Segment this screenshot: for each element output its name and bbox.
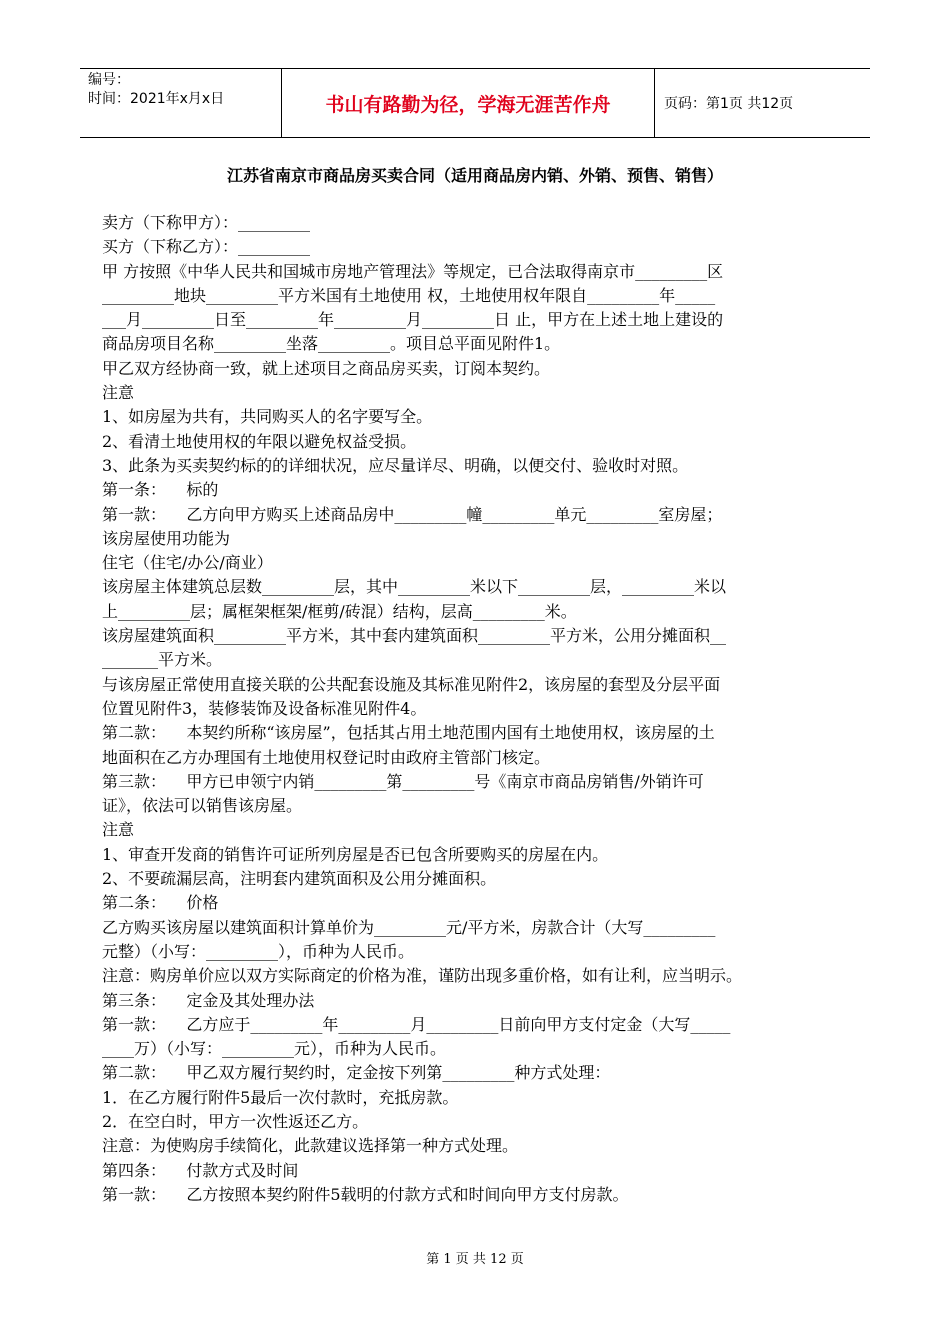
contract-line: 住宅（住宅/办公/商业） [102,553,273,573]
header-page-info: 页码：第1页 共12页 [664,96,794,112]
contract-line: 1、如房屋为共有，共同购买人的名字要写全。 [102,407,433,427]
contract-line: _________地块_________平方米国有土地使用 权，土地使用权年限自_________年_____ [102,285,716,305]
contract-line: _______平方米。 [102,650,223,670]
contract-line: 1、审查开发商的销售许可证所列房屋是否已包含所要购买的房屋在内。 [102,844,609,864]
header-motto: 书山有路勤为径，学海无涯苦作舟 [281,69,655,137]
contract-line: 第一款： 乙方按照本契约附件5载明的付款方式和时间向甲方支付房款。 [102,1184,629,1204]
page-footer: 第 1 页 共 12 页 [426,1252,524,1267]
document-number-label: 编号： [88,72,130,88]
contract-line: ____万）（小写：_________元），币种为人民币。 [102,1039,447,1059]
contract-line: ___月_________日至_________年_________月_________日 止，甲方在上述土地上建设的 [102,310,724,330]
contract-line: 第一款： 乙方应于_________年_________月_________日前向甲方支付定金（大写_____ [102,1014,731,1034]
contract-line: 上_________层；属框架框架/框剪/砖混）结构，层高_________米。 [102,601,577,621]
contract-line: 该房屋使用功能为 [102,528,231,548]
contract-body [102,211,852,1207]
contract-line: 第二条： 价格 [102,893,219,913]
contract-line: 第一款： 乙方向甲方购买上述商品房中_________幢_________单元_________室房屋； [102,504,723,524]
contract-line: 与该房屋正常使用直接关联的公共配套设施及其标准见附件2，该房屋的套型及分层平面 [102,674,721,694]
contract-line: 注意 [102,820,135,840]
contract-line: 第三条： 定金及其处理办法 [102,990,315,1010]
contract-line: 位置见附件3，装修装饰及设备标准见附件4。 [102,698,427,718]
contract-line: 该房屋建筑面积_________平方米，其中套内建筑面积_________平方米，公用分摊面积__ [102,626,727,646]
contract-line: 注意：购房单价应以双方实际商定的价格为准，谨防出现多重价格，如有让利，应当明示。 [102,966,743,986]
document-title: 江苏省南京市商品房买卖合同（适用商品房内销、外销、预售、销售） [226,166,723,185]
contract-line: 第四条： 付款方式及时间 [102,1160,299,1180]
contract-line: 2、不要疏漏层高，注明套内建筑面积及公用分摊面积。 [102,869,497,889]
contract-line: 第二款： 甲乙双方履行契约时，定金按下列第_________种方式处理： [102,1063,611,1083]
contract-line: 2、看清土地使用权的年限以避免权益受损。 [102,431,417,451]
contract-line: 卖方（下称甲方）：_________ [102,213,311,232]
contract-line: 第一条： 标的 [102,480,219,500]
contract-line: 2．在空白时，甲方一次性返还乙方。 [102,1111,369,1131]
contract-line: 该房屋主体建筑总层数_________层，其中_________米以下_________层，_________米以 [102,577,727,597]
contract-line: 3、此条为买卖契约标的的详细状况，应尽量详尽、明确，以便交付、验收时对照。 [102,455,689,475]
contract-line: 乙方购买该房屋以建筑面积计算单价为_________元/平方米，房款合计（大写_________ [102,917,716,937]
page-header [80,68,870,138]
header-info [88,71,280,109]
contract-line: 第三款： 甲方已申领宁内销_________第_________号《南京市商品房销售/外销许可 [102,771,704,791]
contract-line: 元整）（小写：_________），币种为人民币。 [102,941,415,961]
contract-line: 甲 方按照《中华人民共和国城市房地产管理法》等规定，已合法取得南京市_________区 [102,261,724,281]
document-time-label: 时间：2021年x月x日 [88,91,225,107]
contract-line: 注意 [102,383,135,403]
contract-line: 商品房项目名称_________坐落_________。项目总平面见附件1。 [102,334,561,354]
contract-line: 买方（下称乙方）：_________ [102,237,311,257]
contract-line: 1．在乙方履行附件5最后一次付款时，充抵房款。 [102,1087,459,1107]
contract-line: 证》，依法可以销售该房屋。 [102,796,303,816]
contract-line: 注意：为使购房手续简化，此款建议选择第一种方式处理。 [102,1136,519,1156]
contract-line: 地面积在乙方办理国有土地使用权登记时由政府主管部门核定。 [102,747,551,767]
contract-line: 第二款： 本契约所称“该房屋”，包括其占用土地范围内国有土地使用权，该房屋的土 [102,723,715,743]
contract-line: 甲乙双方经协商一致，就上述项目之商品房买卖，订阅本契约。 [102,358,551,378]
